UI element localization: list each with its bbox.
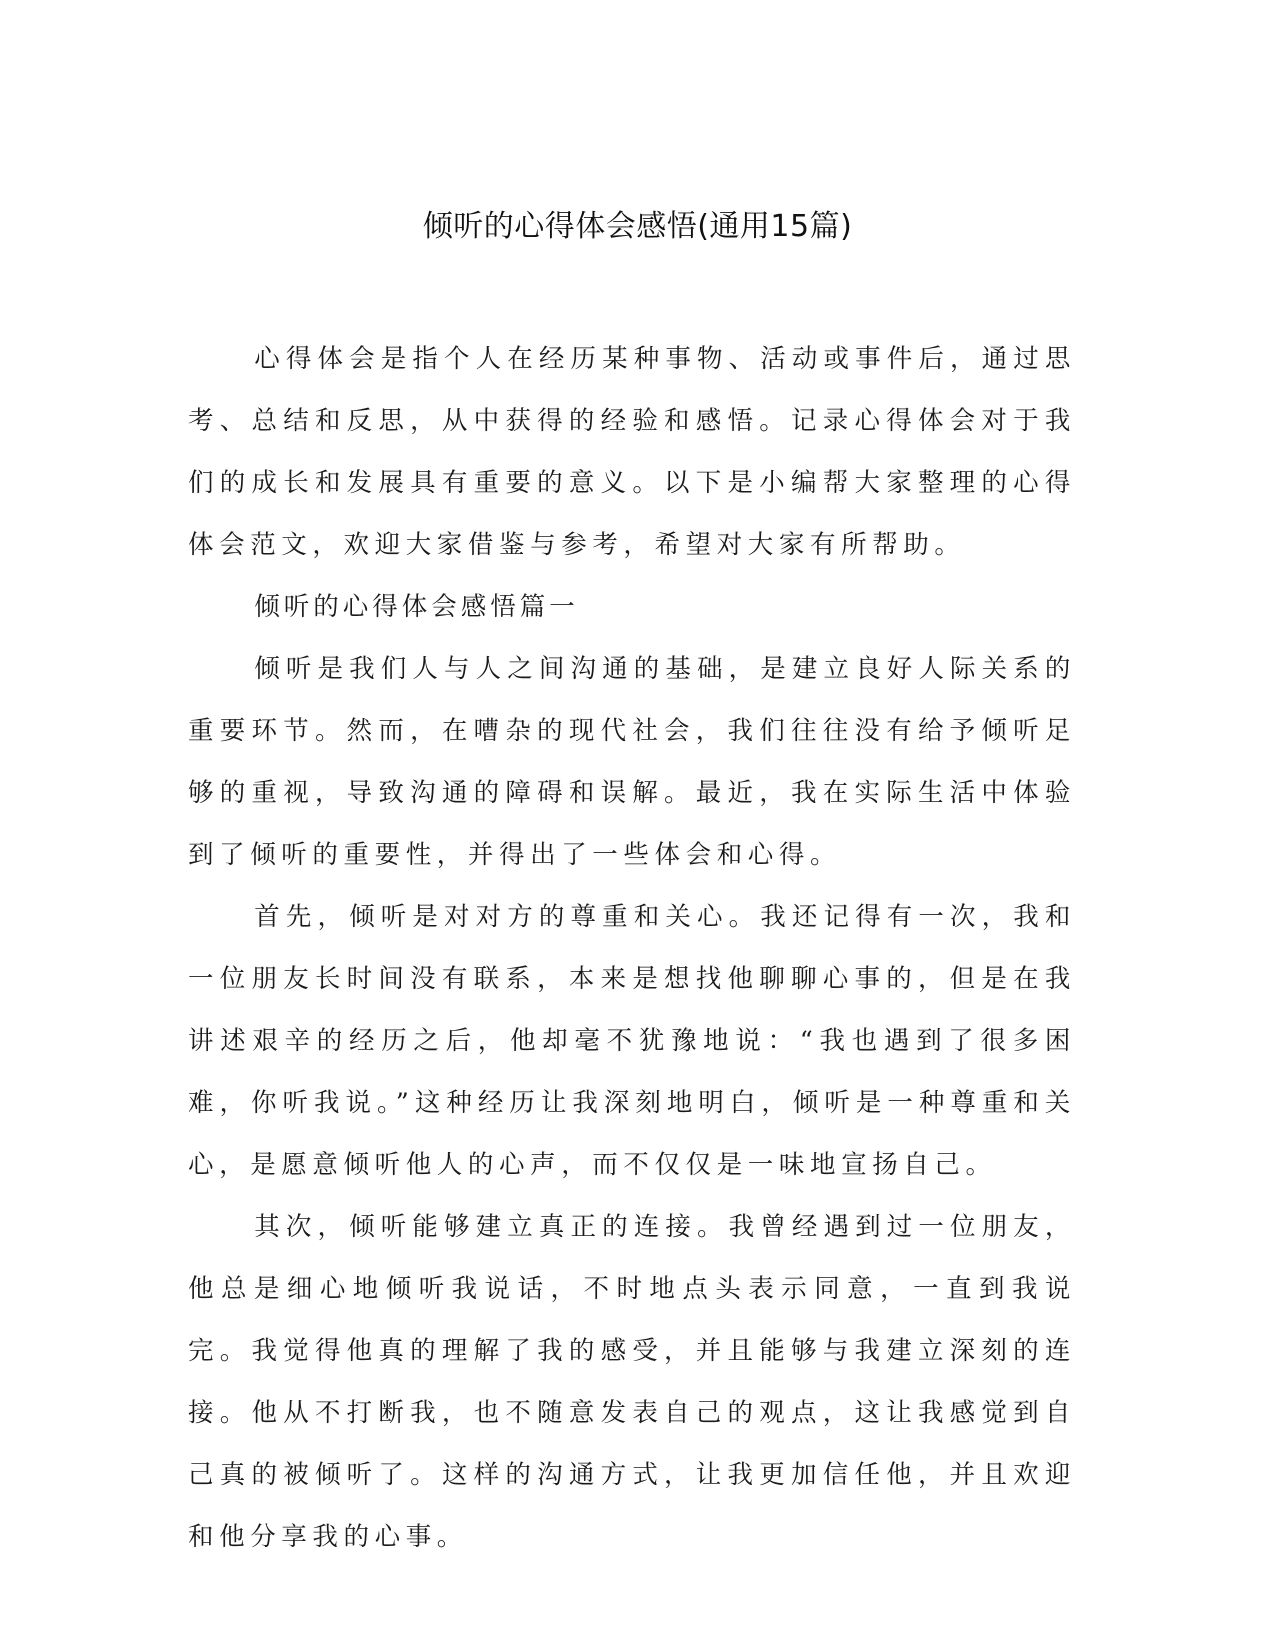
section-heading: 倾听的心得体会感悟篇一 (254, 592, 579, 622)
intro-paragraph: 心得体会是指个人在经历某种事物、活动或事件后，通过思考、总结和反思，从中获得的经验和感悟。记录心得体会对于我们的成长和发展具有重要的意义。以下是小编帮大家整理的心得体会范文，欢迎大家借鉴与参考，希望对大家有所帮助。 (188, 344, 1076, 560)
document-body (188, 328, 1076, 1568)
document-title: 倾听的心得体会感悟(通用15篇) (422, 209, 853, 244)
body-paragraph-3: 其次，倾听能够建立真正的连接。我曾经遇到过一位朋友，他总是细心地倾听我说话，不时地点头表示同意，一直到我说完。我觉得他真的理解了我的感受，并且能够与我建立深刻的连接。他从不打断我，也不随意发表自己的观点，这让我感觉到自己真的被倾听了。这样的沟通方式，让我更加信任他，并且欢迎和他分享我的心事。 (188, 1212, 1076, 1552)
body-paragraph-2: 首先，倾听是对对方的尊重和关心。我还记得有一次，我和一位朋友长时间没有联系，本来是想找他聊聊心事的，但是在我讲述艰辛的经历之后，他却毫不犹豫地说：“我也遇到了很多困难，你听我说。”这种经历让我深刻地明白，倾听是一种尊重和关心，是愿意倾听他人的心声，而不仅仅是一味地宣扬自己。 (188, 902, 1076, 1180)
body-paragraph-1: 倾听是我们人与人之间沟通的基础，是建立良好人际关系的重要环节。然而，在嘈杂的现代社会，我们往往没有给予倾听足够的重视，导致沟通的障碍和误解。最近，我在实际生活中体验到了倾听的重要性，并得出了一些体会和心得。 (188, 654, 1076, 870)
